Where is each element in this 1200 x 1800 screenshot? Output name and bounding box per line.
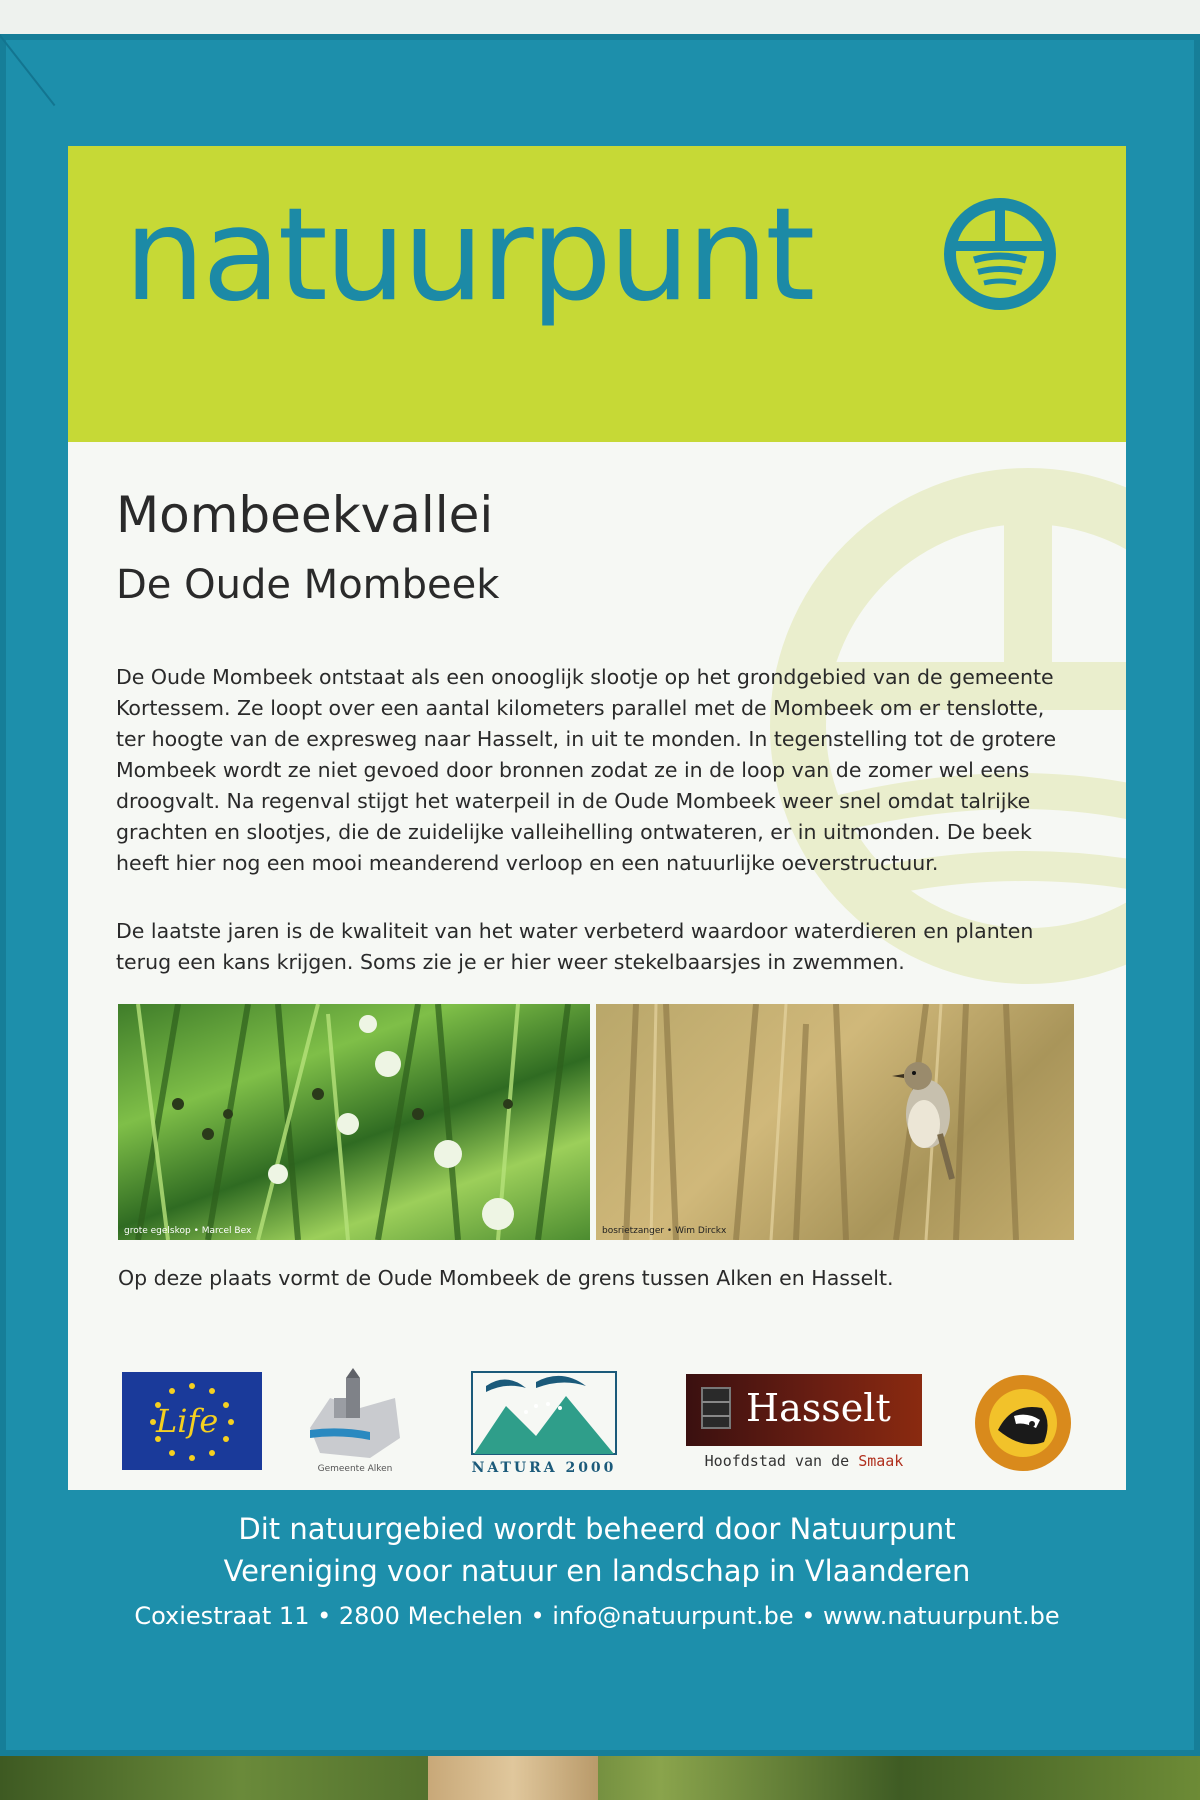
regionaal-landschap-logo	[972, 1372, 1074, 1474]
hasselt-logo	[684, 1374, 924, 1474]
badger-emblem-icon	[972, 1372, 1074, 1474]
reed-plants-illustration	[118, 1004, 590, 1240]
sponsor-logos	[68, 1366, 1126, 1486]
sign-board	[68, 146, 1126, 1650]
header-band	[68, 146, 1126, 442]
hasselt-tagline-accent: Smaak	[858, 1452, 904, 1470]
eu-life-logo	[122, 1372, 262, 1470]
photo-caption-left: grote egelskop • Marcel Bex	[124, 1226, 252, 1236]
footer-association: Vereniging voor natuur en landschap in Vlaanderen	[223, 1554, 971, 1588]
location-note: Op deze plaats vormt de Oude Mombeek de grens tussen Alken en Hasselt.	[118, 1266, 894, 1290]
natura-label: NATURA 2000	[471, 1460, 617, 1476]
hasselt-name: Hasselt	[746, 1386, 891, 1430]
alken-emblem-icon	[300, 1368, 410, 1464]
footer-contact: Coxiestraat 11 • 2800 Mechelen • info@natuurpunt.be • www.natuurpunt.be	[134, 1602, 1060, 1630]
photo-caption-right: bosrietzanger • Wim Dirckx	[602, 1226, 727, 1236]
hasselt-tagline	[684, 1452, 924, 1470]
body-paragraph-2: De laatste jaren is de kwaliteit van het water verbeterd waardoor waterdieren en planten terug een kans krijgen. Soms zie je er hier weer stekelbaarsjes in zwemmen.	[116, 919, 1034, 974]
natura-2000-logo	[466, 1366, 622, 1478]
reed-bird-illustration	[596, 1004, 1074, 1240]
gemeente-alken-logo	[300, 1368, 410, 1478]
page-subtitle: De Oude Mombeek	[116, 562, 500, 608]
photo-bosrietzanger	[596, 1004, 1074, 1240]
frame-corner	[0, 34, 55, 106]
natuurpunt-logo-icon	[940, 194, 1060, 314]
footer-managed-by: Dit natuurgebied wordt beheerd door Natuurpunt	[238, 1512, 956, 1546]
body-paragraph-1: De Oude Mombeek ontstaat als een onooglijk slootje op het grondgebied van de gemeente Kortessem. Ze loopt over een aantal kilometers parallel met de Mombeek om er tenslotte, ter hoogte van de expresweg naar Hasselt, in uit te monden. In tegenstelling tot de grotere Mombeek wordt ze niet gevoed door bronnen zodat ze in de loop van de zomer wel eens droogvalt. Na regenval stijgt het waterpeil in de Oude Mombeek weer snel omdat talrijke grachten en slootjes, die de zuidelijke valleihelling ontwateren, er in uitmonden. De beek heeft hier nog een mooi meanderend verloop en een natuurlijke oeverstructuur.	[116, 665, 1057, 875]
hasselt-tagline-prefix: Hoofdstad van de	[704, 1452, 859, 1470]
hasselt-crest-icon	[698, 1382, 738, 1438]
footer-band	[68, 1490, 1126, 1650]
natuurpunt-wordmark: natuurpunt	[124, 181, 813, 330]
photo-grote-egelskop	[118, 1004, 590, 1240]
page-title: Mombeekvallei	[116, 486, 494, 544]
life-label: Life	[156, 1402, 219, 1440]
natura-birds-icon	[466, 1366, 622, 1458]
hasselt-banner	[686, 1374, 922, 1446]
alken-label: Gemeente Alken	[317, 1464, 393, 1474]
